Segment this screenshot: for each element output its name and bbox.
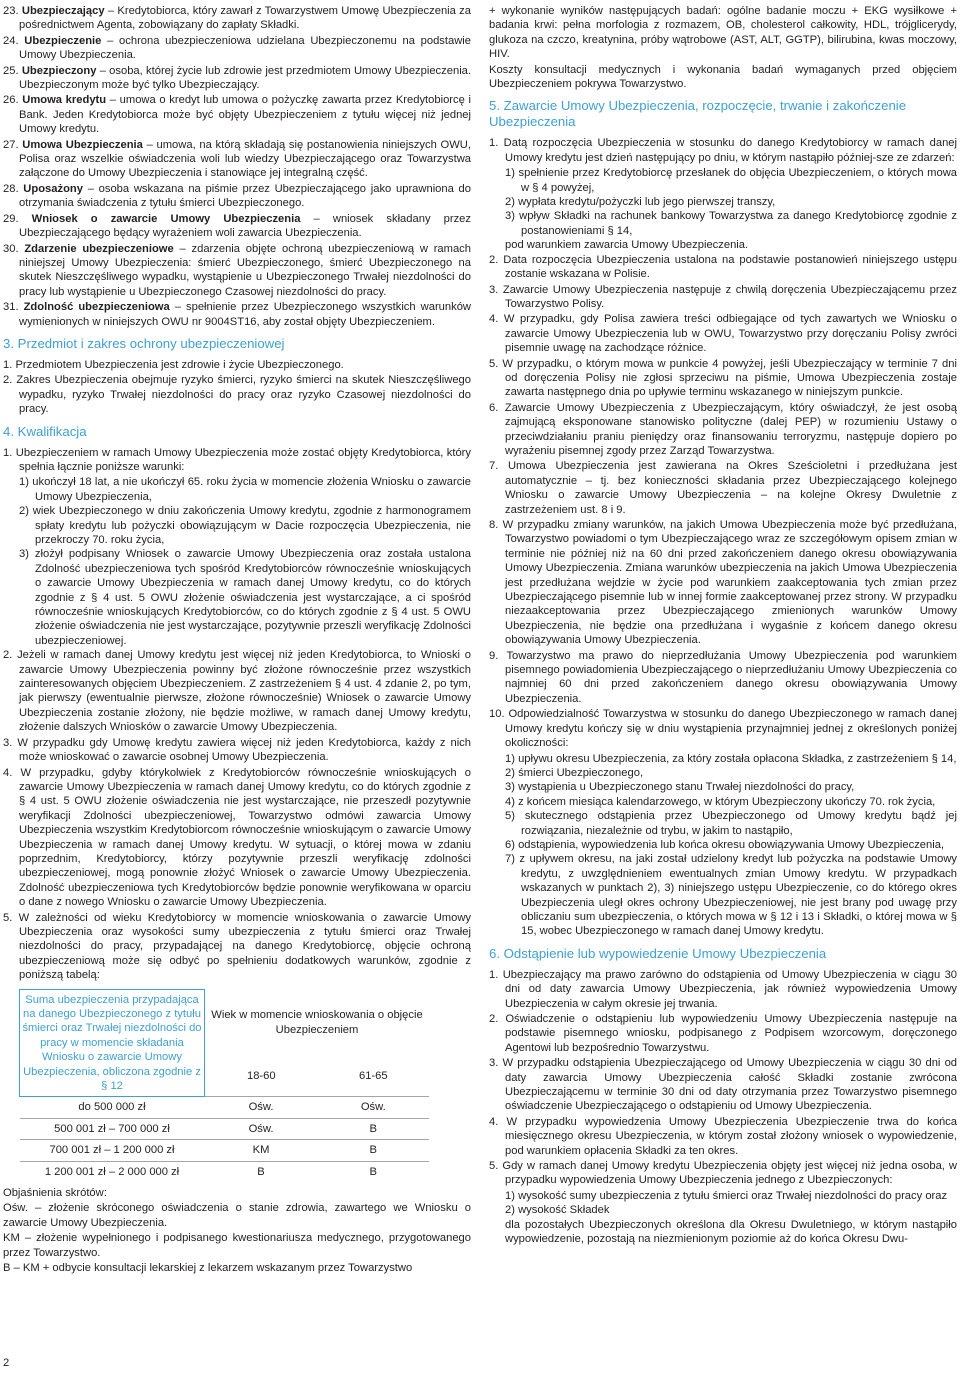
definition-26: 26. Umowa kredytu – umowa o kredyt lub umowa o pożyczkę zawarta przez Kredytobiorcę i Bank. Jeden Kredytobiorca może być objęty Ubezpieczeniem z tytułu więcej niż jednej Umowy kredytu. (3, 94, 471, 136)
section-6-item-3: 3. W przypadku odstąpienia Ubezpieczającego od Umowy Ubezpieczenia w ciągu 30 dni od daty zawarcia Umowy Ubezpieczenia całość Składki zostanie zwrócona Ubezpieczającemu w terminie 30 dni od daty otrzymania przez Towarzystwo pisemnego oświadczenie Ubezpieczającego o odstąpieniu od Umowy Ubezpieczenia. (489, 1057, 958, 1113)
definition-30: 30. Zdarzenie ubezpieczeniowe – zdarzenia objęte ochroną ubezpieczeniową w ramach niniejszej Umowy Ubezpieczenia: śmierć Ubezpieczonego, śmierć Ubezpieczonego na skutek Nieszczęśliwego wypadku, wystąpienie u Ubezpieczonego Trwałej niezdolności do pracy lub wystąpienie u Ubezpieczonego Czasowej niezdolności do pracy. (3, 242, 472, 298)
definition-27: 27. Umowa Ubezpieczenia – umowa, na którą składają się postanowienia niniejszych OWU, Polisa oraz wszelkie oświadczenia woli lub wiedzy Ubezpieczającego oraz Towarzystwa załączone do Umowy Ubezpieczenia i stanowiące jej integralną część. (3, 138, 471, 180)
section-5-subitem-1: 1) spełnienie przez Kredytobiorcę przesłanek do objęcia Ubezpieczeniem, o których mowa w § 4 powyżej, (505, 167, 957, 194)
abbreviation-osw: Ośw. – złożenie skróconego oświadczenia o stanie zdrowia, zawartego we Wniosku o zawarcie Umowy Ubezpieczenia. (3, 1202, 471, 1229)
section-4-item-5: 5. W zależności od wieku Kredytobiorcy w momencie wnioskowania o zawarcie Umowy Ubezpieczenia oraz wysokości sumy ubezpieczenia z tytułu śmierci oraz Trwałej niezdolności do pracy, przypadającej na danego Kredytobiorcę, objęcie ochroną ubezpieczeniową może się odbyć po spełnieniu dodatkowych warunków, zgodnie z poniższą tabelą: (3, 911, 471, 982)
table-cell: Ośw. (205, 1097, 318, 1118)
definition-29: 29. Wniosek o zawarcie Umowy Ubezpieczenia – wniosek składany przez Ubezpieczającego będący wyrażeniem woli zawarcia Ubezpieczenia. (3, 212, 471, 240)
definition-23: 23. Ubezpieczający – Kredytobiorca, który zawarł z Towarzystwem Umowę Ubezpieczenia za pośrednictwem Agenta, zobowiązany do zapłaty Składki. (3, 5, 471, 32)
section-4-subitem-2: 2) wiek Ubezpieczonego w dniu zakończenia Umowy kredytu, zgodnie z harmonogramem spłaty kredytu lub pożyczki obowiązującym w Dacie rozpoczęcia Ubezpieczenia, nie przekroczy 70. roku życia, (19, 505, 472, 546)
section-5-10-subitem-1: 1) upływu okresu Ubezpieczenia, za który została opłacona Składka, z zastrzeżeniem § 14, (505, 752, 957, 765)
requirements-table (19, 989, 429, 1182)
table-cell: B (318, 1140, 429, 1161)
section-4-subitem-1: 1) ukończył 18 lat, a nie ukończył 65. roku życia w momencie złożenia Wniosku o zawarcie Umowy Ubezpieczenia, (19, 476, 471, 503)
intro-tests: + wykonanie wyników następujących badań: ogólne badanie moczu + EKG wysiłkowe + badania krwi: pełna morfologia z rozmazem, OB, cholesterol całkowity, HDL, trójglicerydy, glukoza na czczo, kreatynina, próby wątrobowe (AST, ALT, GGTP), bilirubina, kwas moczowy, HIV. (489, 5, 957, 61)
table-age-col-1: 18-60 (246, 1070, 276, 1083)
abbreviation-b: B – KM + odbycie konsultacji lekarskiej z lekarzem wskazanym przez Towarzystwo (3, 1262, 413, 1275)
section-5-subitem-3: 3) wpływ Składki na rachunek bankowy Towarzystwa za danego Kredytobiorcę zgodnie z postanowieniami § 14, (505, 210, 958, 237)
left-column (3, 4, 471, 1277)
section-5-item-7: 7. Umowa Ubezpieczenia jest zawierana na Okres Sześcioletni i przedłużana jest automatycznie – tj. bez konieczności składania przez Ubezpieczającego kolejnego Wniosku o zawarcie Umowy Ubezpieczenia – na kolejne Okresy Dwuletnie z zastrzeżeniem ust. 8 i 9. (489, 460, 958, 516)
table-age-col-2: 61-65 (358, 1070, 388, 1083)
section-6-heading: 6. Odstąpienie lub wypowiedzenie Umowy Ubezpieczenia (489, 945, 827, 961)
section-5-item-9: 9. Towarzystwo ma prawo do nieprzedłużania Umowy Ubezpieczenia pod warunkiem pisemnego powiadomienia Ubezpieczającego o nieprzedłużaniu Umowy Ubezpieczenia co najmniej 60 dni przed zakończeniem danego okresu obowiązywania Umowy Ubezpieczenia. (489, 649, 957, 705)
section-5-10-subitem-5: 5) skutecznego odstąpienia przez Ubezpieczonego od Umowy kredytu bądź jej rozwiązania, niezależnie od trybu, w jakim to nastąpiło, (505, 810, 957, 837)
table-cell: do 500 000 zł (20, 1097, 205, 1118)
section-5-item-1-tail: pod warunkiem zawarcia Umowy Ubezpieczenia. (505, 239, 749, 252)
definitions-list (3, 4, 471, 329)
table-cell: B (205, 1161, 318, 1182)
abbreviations-title: Objaśnienia skrótów: (3, 1187, 107, 1200)
section-6-5-subitem-2: 2) wysokość Składek (505, 1204, 610, 1217)
definition-25: 25. Ubezpieczony – osoba, której życie lub zdrowie jest przedmiotem Umowy Ubezpieczenia. Ubezpieczonym może być tylko Ubezpieczający. (3, 64, 472, 92)
intro-costs: Koszty konsultacji medycznych i wykonania badań wymaganych przed objęciem Ubezpieczeniem pokrywa Towarzystwo. (489, 63, 957, 91)
section-6-item-2: 2. Oświadczenie o odstąpieniu lub wypowiedzeniu Umowy Ubezpieczenia następuje na podstawie pisemnego wniosku, podpisanego z Podpisem wzorcowym, doręczonego Agentowi lub bezpośrednio Towarzystwu. (489, 1013, 957, 1054)
section-3-item-1: 1. Przedmiotem Ubezpieczenia jest zdrowie i życie Ubezpieczonego. (3, 358, 344, 371)
section-5-item-2: 2. Data rozpoczęcia Ubezpieczenia ustalona na podstawie postanowień niniejszego ustępu zostanie wskazana w Polisie. (489, 253, 957, 281)
section-3-item-2: 2. Zakres Ubezpieczenia obejmuje ryzyko śmierci, ryzyko śmierci na skutek Nieszczęśliwego wypadku, ryzyko Trwałej niezdolności do pracy oraz ryzyko Czasowej niezdolności do pracy. (3, 374, 472, 416)
section-5-heading: 5. Zawarcie Umowy Ubezpieczenia, rozpoczęcie, trwanie i zakończenie Ubezpieczenia (489, 98, 907, 130)
table-head-age: Wiek w momencie wnioskowania o objęcie Ubezpieczeniem (211, 1009, 423, 1036)
section-5-item-4: 4. W przypadku, gdy Polisa zawiera treści odbiegające od tych zawartych we Wniosku o zawarcie Umowy Ubezpieczenia lub w OWU, Towarzystwo przy doręczaniu Polisy zwróci pisemnie uwagę na zachodzące różnice. (489, 313, 957, 355)
page-number: 2 (3, 1357, 10, 1369)
section-4-item-4: 4. W przypadku, gdyby którykolwiek z Kredytobiorców równocześnie wnioskujących o zawarcie Umowy Ubezpieczenia w ramach danej Umowy kredytu, co do których zgodnie z § 4 ust. 5 OWU złożenie oświadczenia nie jest wystarczające, nie przeszedł pozytywnie weryfikacji Zdolności ubezpieczeniowej, Towarzystwo odmówi zawarcia Umowy Ubezpieczenia wszystkim Kredytobiorcom równocześnie wnioskującym o zawarcie Umowy Ubezpieczenia w ramach danej Umowy kredytu. W sytuacji, o której mowa w zdaniu poprzednim, Kredytobiorcy, którzy pozytywnie przeszli weryfikację zdolności ubezpieczeniowej, mogą ponownie złożyć Wniosek o zawarcie Umowy Ubezpieczenia. Zdolność ubezpieczeniowa tych Kredytobiorców będzie ponownie weryfikowana w oparciu o dane z nowego Wniosku o zawarcie Umowy Ubezpieczenia. (3, 766, 472, 909)
section-4-item-1: 1. Ubezpieczeniem w ramach Umowy Ubezpieczenia może zostać objęty Kredytobiorca, który spełnia łącznie poniższe warunki: (3, 446, 471, 473)
section-5-item-8: 8. W przypadku zmiany warunków, na jakich Umowa Ubezpieczenia może być przedłużana, Towarzystwo powiadomi o tym Ubezpieczającego wraz ze szczegółowym opisem zmian w terminie nie później niż na 60 dni przed zakończeniem danego okresu obowiązywania Umowy Ubezpieczenia. Zmiana warunków ubezpieczenia na jakich Umowa Ubezpieczenia jest przedłużana wejdzie w życie pod warunkiem zaakceptowania tych zmian przez Ubezpieczającego pisemnie lub w innej formie zaakceptowanej przez strony. W przypadku niezaakceptowania przez Ubezpieczającego zmienionych warunków Umowy Ubezpieczenia, nie będzie ona przedłużana i wygaśnie z końcem danego okresu obowiązywania Umowy Ubezpieczenia. (489, 519, 958, 647)
section-6-item-1: 1. Ubezpieczający ma prawo zarówno do odstąpienia od Umowy Ubezpieczenia w ciągu 30 dni od daty zawarcia Umowy Ubezpieczenia, jak również wypowiedzenia Umowy Ubezpieczenia w całym okresie jej trwania. (489, 968, 958, 1010)
table-row (20, 1097, 430, 1118)
section-5-item-6: 6. Zawarcie Umowy Ubezpieczenia z Ubezpieczającym, który oświadczył, że jest osobą zajmującą eksponowane stanowisko polityczne (dalej PEP) w rozumieniu Ustawy o przeciwdziałaniu praniu pieniędzy oraz finansowaniu terroryzmu, następuje dopiero po wyrażeniu pisemnej zgody przez Zarząd Towarzystwa. (489, 401, 958, 457)
table-row (20, 1118, 430, 1139)
table-cell: B (318, 1118, 429, 1139)
section-5-item-3: 3. Zawarcie Umowy Ubezpieczenia następuje z chwilą doręczenia Ubezpieczającemu przez Towarzystwo Polisy. (489, 283, 957, 310)
table-row (20, 1161, 430, 1182)
section-5-10-subitem-7: 7) z upływem okresu, na jaki został udzielony kredyt lub pożyczka na podstawie Umowy kredytu, z uwzględnieniem ewentualnych zmian Umowy kredytu. W przypadkach wskazanych w punktach 2), 3) niniejszego ustępu Ubezpieczenie, co do którego okres Ubezpieczenia uległ okres ochrony Ubezpieczeniowej, nie jest brany pod uwagę przy obliczaniu sum ubezpieczenia, o których mowa w § 12 i 13 i Składki, o której mowa w § 15, wobec Ubezpieczonego w ramach danej Umowy kredytu. (505, 853, 958, 938)
section-4-item-2: 2. Jeżeli w ramach danej Umowy kredytu jest więcej niż jeden Kredytobiorca, to Wnioski o zawarcie Umowy Ubezpieczenia powinny być złożone równocześnie przez wszystkich zainteresowanych objęciem Ubezpieczeniem. Z zastrzeżeniem § 4 ust. 4 zdanie 2, po tym, jak pierwszy (ewentualnie pierwsze, złożone równocześnie) Wniosek o zawarcie Umowy Ubezpieczenia zostanie złożony, nie będzie możliwe, w ramach danej Umowy kredytu, złożenie dalszych Wniosków o zawarcie Umowy Ubezpieczenia. (3, 649, 471, 734)
section-3-heading: 3. Przedmiot i zakres ochrony ubezpieczeniowej (3, 335, 285, 351)
section-4-subitem-3: 3) złożył podpisany Wniosek o zawarcie Umowy Ubezpieczenia oraz została ustalona Zdolność ubezpieczeniowa tych spośród Kredytobiorców równocześnie wnioskujących o zawarcie Umowy Ubezpieczenia w ramach danej Umowy kredytu, co do których zgodnie z § 4 ust. 5 OWU złożenie oświadczenia jest wystarczające, a ci spośród równocześnie wnioskujących Kredytobiorców, co do których zgodnie z § 4 ust. 5 OWU złożenie oświadczenia nie jest wystarczające, pozytywnie przeszli weryfikację Zdolności ubezpieczeniowej. (19, 548, 472, 647)
section-4-heading: 4. Kwalifikacja (3, 423, 87, 439)
section-5-subitem-2: 2) wypłata kredytu/pożyczki lub jego pierwszej transzy, (505, 196, 776, 209)
table-row (20, 1140, 430, 1161)
definition-31: 31. Zdolność ubezpieczeniowa – spełnienie przez Ubezpieczonego wszystkich warunków wymienionych w niniejszych OWU nr 9004ST16, aby został objęty Ubezpieczeniem. (3, 301, 472, 328)
section-5-10-subitem-3: 3) wystąpienia u Ubezpieczonego stanu Trwałej niezdolności do pracy, (505, 781, 855, 794)
table-cell: 1 200 001 zł – 2 000 000 zł (20, 1161, 205, 1182)
table-cell: Ośw. (318, 1097, 429, 1118)
table-cell: 500 001 zł – 700 000 zł (20, 1118, 205, 1139)
section-5-10-subitem-2: 2) śmierci Ubezpieczonego, (505, 766, 644, 779)
table-cell: KM (205, 1140, 318, 1161)
section-5-item-5: 5. W przypadku, o którym mowa w punkcie 4 powyżej, jeśli Ubezpieczający w terminie 7 dni od doręczenia Polisy nie zgłosi sprzeciwu na piśmie, Umowa Ubezpieczenia zostaje zawarta następnego dnia po upływie terminu wskazanego w niniejszym punkcie. (489, 357, 957, 399)
table-cell: 700 001 zł – 1 200 000 zł (20, 1140, 205, 1161)
right-column (489, 4, 957, 1247)
section-5-10-subitem-6: 6) odstąpienia, wypowiedzenia lub końca okresu obowiązywania Umowy Ubezpieczenia, (505, 838, 945, 851)
definition-24: 24. Ubezpieczenie – ochrona ubezpieczeniowa udzielana Ubezpieczonemu na podstawie Umowy Ubezpieczenia. (3, 34, 471, 62)
section-6-5-tail: dla pozostałych Ubezpieczonych określona dla Okresu Dwuletniego, w którym nastąpiło wypowiedzenie, pozostają na niezmienionym poziomie aż do końca Okresu Dwu- (505, 1218, 957, 1246)
section-5-10-subitem-4: 4) z końcem miesiąca kalendarzowego, w którym Ubezpieczony ukończy 70. rok życia, (505, 795, 936, 808)
table-cell: B (318, 1161, 429, 1182)
section-6-item-4: 4. W przypadku wypowiedzenia Umowy Ubezpieczenia Ubezpieczenie trwa do końca miesięcznego okresu Ubezpieczenia, w którym został złożony wniosek o wypowiedzenie, pod warunkiem opłacenia Składki za ten okres. (489, 1115, 957, 1157)
section-5-item-1: 1. Datą rozpoczęcia Ubezpieczenia w stosunku do danego Kredytobiorcy w ramach danej Umowy kredytu jest dzień następujący po dniu, w którym nastąpiło później-sze ze zdarzeń: (489, 137, 957, 164)
definition-28: 28. Uposażony – osoba wskazana na piśmie przez Ubezpieczającego jako uprawniona do otrzymania świadczenia z tytułu śmierci Ubezpieczonego. (3, 182, 472, 210)
section-4-item-3: 3. W przypadku gdy Umowę kredytu zawiera więcej niż jeden Kredytobiorca, każdy z nich może wnioskować o zawarcie osobnej Umowy Ubezpieczenia. (3, 736, 472, 764)
table-cell: Ośw. (205, 1118, 318, 1139)
section-6-item-5: 5. Gdy w ramach danej Umowy kredytu Ubezpieczenia objęty jest więcej niż jedna osoba, w przypadku wypowiedzenia Umowy Ubezpieczenia jednego z Ubezpieczonych: (489, 1160, 957, 1187)
section-5-item-10: 10. Odpowiedzialność Towarzystwa w stosunku do danego Ubezpieczonego w ramach danej Umowy kredytu kończy się w dniu wystąpienia przynajmniej jednej z określonych poniżej okoliczności: (489, 708, 958, 750)
table-head-sum: Suma ubezpieczenia przypadająca na danego Ubezpieczonego z tytułu śmierci oraz Trwałej niezdolności do pracy w momencie składania Wniosku o zawarcie Umowy Ubezpieczenia, obliczona zgodnie z § 12 (20, 989, 205, 1097)
section-6-5-subitem-1: 1) wysokość sumy ubezpieczenia z tytułu śmierci oraz Trwałej niezdolności do pracy oraz (505, 1189, 948, 1202)
abbreviation-km: KM – złożenie wypełnionego i podpisanego kwestionariusza medycznego, przygotowanego przez Towarzystwo. (3, 1232, 471, 1259)
